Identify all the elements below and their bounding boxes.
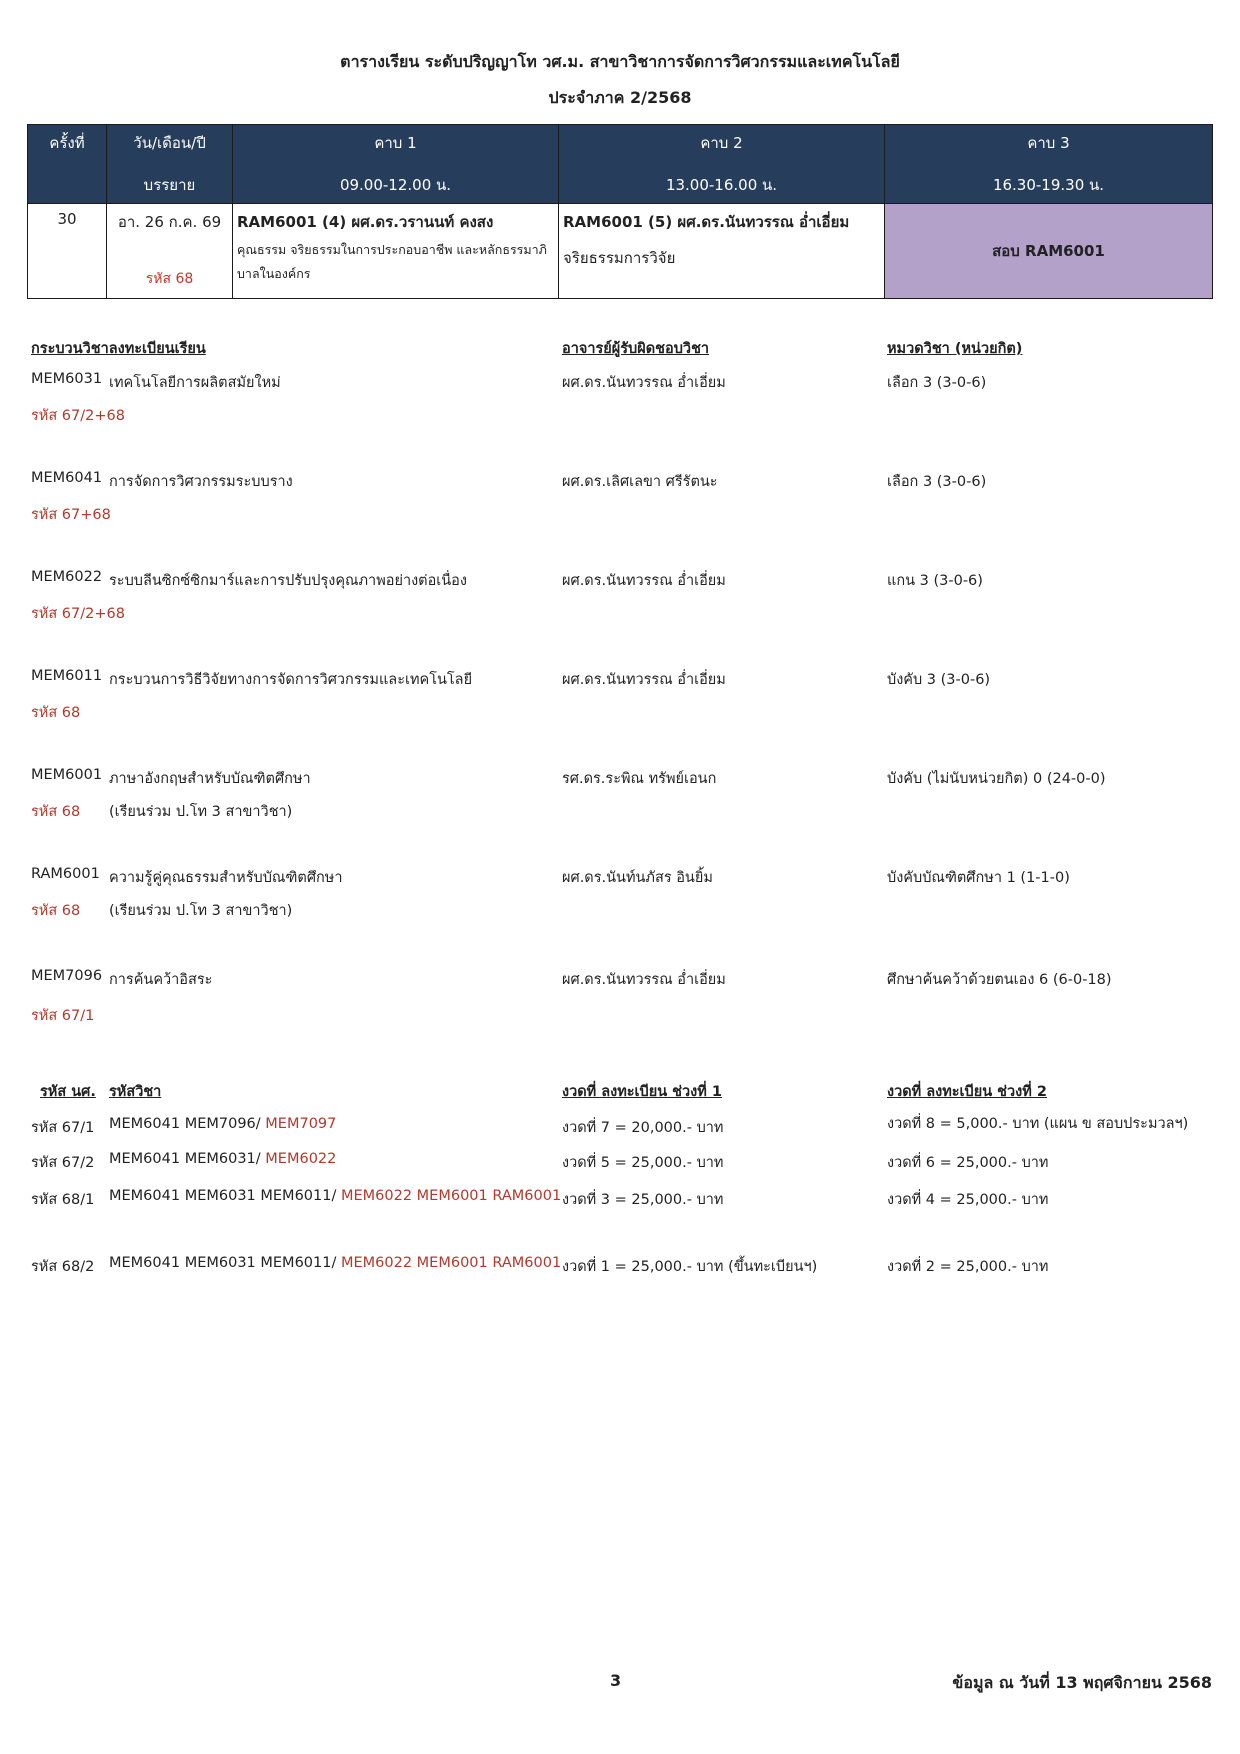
course-student-code: รหัส 67/2+68 xyxy=(31,606,125,622)
period-2-cell: RAM6001 (5) ผศ.ดร.นันทวรรณ อ่ำเอี่ยม จริยธรรมการวิจัย xyxy=(559,204,885,299)
header-session: ครั้งที่ xyxy=(28,125,107,204)
course-student-code: รหัส 67/1 xyxy=(31,1008,95,1024)
session-date: อา. 26 ก.ค. 69 รหัส 68 xyxy=(107,204,233,299)
header-period-1: คาบ 1 09.00-12.00 น. xyxy=(233,125,559,204)
header-period-2: คาบ 2 13.00-16.00 น. xyxy=(559,125,885,204)
schedule-table xyxy=(27,124,1213,299)
table-row xyxy=(28,204,1213,299)
header-period-3: คาบ 3 16.30-19.30 น. xyxy=(885,125,1213,204)
data-date: ข้อมูล ณ วันที่ 13 พฤศจิกายน 2568 xyxy=(952,1673,1212,1692)
header-date: วัน/เดือน/ปี บรรยาย xyxy=(107,125,233,204)
course-student-code: รหัส 67/2+68 xyxy=(31,408,125,424)
page-title: ตารางเรียน ระดับปริญญาโท วศ.ม. สาขาวิชาการจัดการวิศวกรรมและเทคโนโลยี xyxy=(340,52,900,71)
student-code: รหัส 68 xyxy=(145,271,194,287)
page-number: 3 xyxy=(610,1671,622,1690)
course-student-code: รหัส 67+68 xyxy=(31,507,111,523)
course-student-code: รหัส 68 xyxy=(31,705,81,721)
session-number: 30 xyxy=(28,204,107,299)
period-1-cell: RAM6001 (4) ผศ.ดร.วรานนท์ คงสง คุณธรรม จริยธรรมในการประกอบอาชีพ และหลักธรรมาภิบาลในองค์กร xyxy=(233,204,559,299)
term-subtitle: ประจำภาค 2/2568 xyxy=(548,88,692,107)
period-3-exam: สอบ RAM6001 xyxy=(885,204,1213,299)
